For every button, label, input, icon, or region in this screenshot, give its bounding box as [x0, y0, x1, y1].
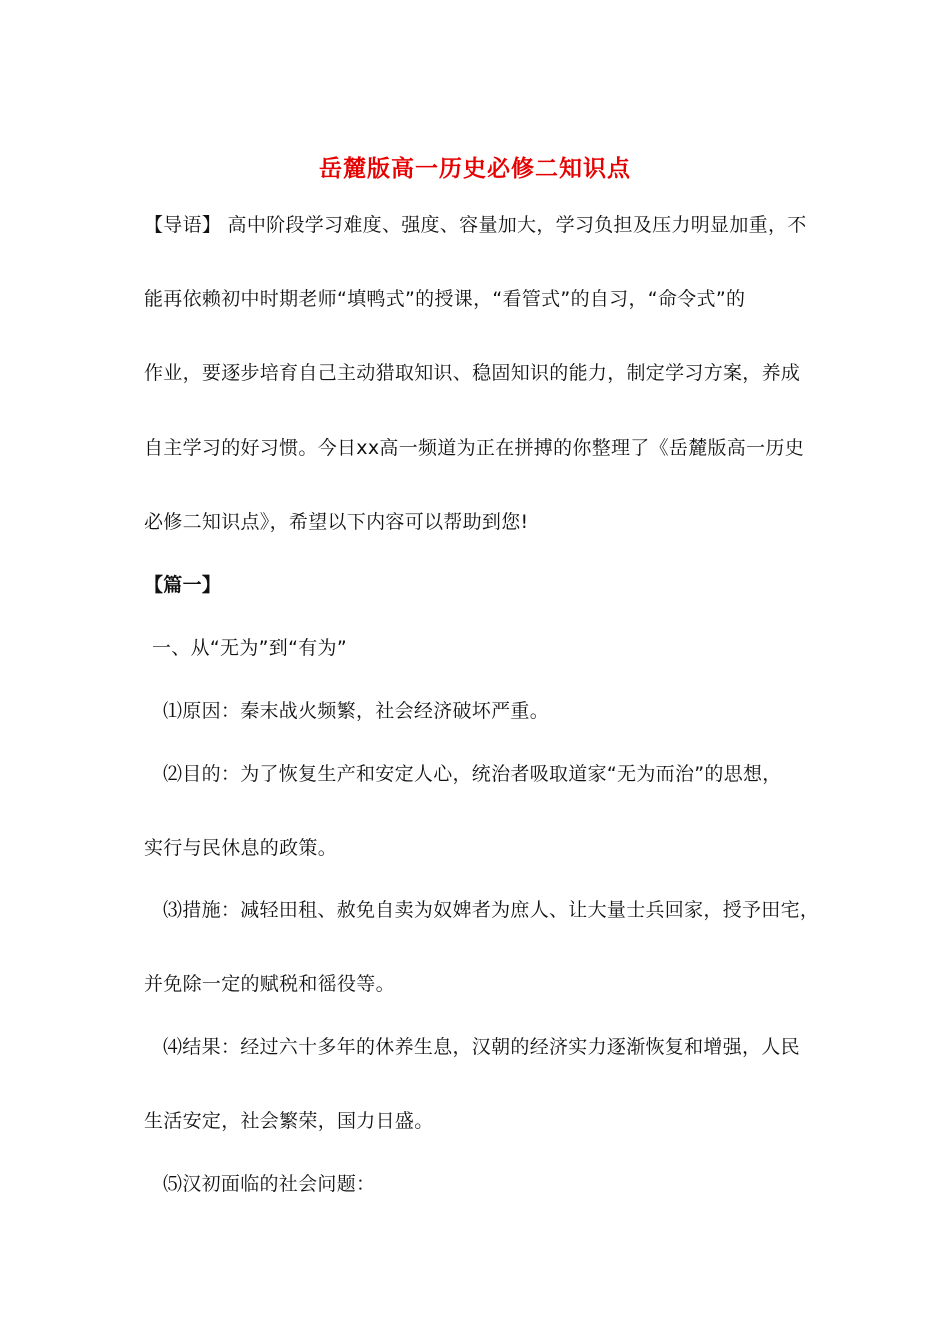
intro-line-3: 作业，要逐步培育自己主动猎取知识、稳固知识的能力，制定学习方案，养成	[144, 362, 801, 384]
point-purpose-continued: 实行与民休息的政策。	[144, 837, 338, 859]
point-purpose: ⑵目的：为了恢复生产和安定人心，统治者吸取道家“无为而治”的思想，	[163, 763, 782, 785]
point-social-problems: ⑸汉初面临的社会问题：	[163, 1173, 376, 1195]
intro-line-2: 能再依赖初中时期老师“填鸭式”的授课，“看管式”的自习，“命令式”的	[144, 288, 746, 310]
intro-line-1: 【导语】 高中阶段学习难度、强度、容量加大，学习负担及压力明显加重，不	[144, 214, 807, 236]
point-result: ⑷结果：经过六十多年的休养生息，汉朝的经济实力逐渐恢复和增强，人民	[163, 1036, 800, 1058]
intro-line-4: 自主学习的好习惯。今日xx高一频道为正在拼搏的你整理了《岳麓版高一历史	[144, 437, 804, 459]
document-title: 岳麓版高一历史必修二知识点	[319, 155, 631, 182]
point-reason: ⑴原因：秦末战火频繁，社会经济破坏严重。	[163, 700, 550, 722]
intro-line-5: 必修二知识点》，希望以下内容可以帮助到您!	[144, 511, 529, 533]
section-label: 【篇一】	[144, 574, 222, 596]
point-result-continued: 生活安定，社会繁荣，国力日盛。	[144, 1110, 434, 1132]
section-heading: 一、从“无为”到“有为”	[152, 637, 347, 659]
point-measures: ⑶措施：减轻田租、赦免自卖为奴婢者为庶人、让大量士兵回家，授予田宅，	[163, 899, 820, 921]
point-measures-continued: 并免除一定的赋税和徭役等。	[144, 973, 395, 995]
